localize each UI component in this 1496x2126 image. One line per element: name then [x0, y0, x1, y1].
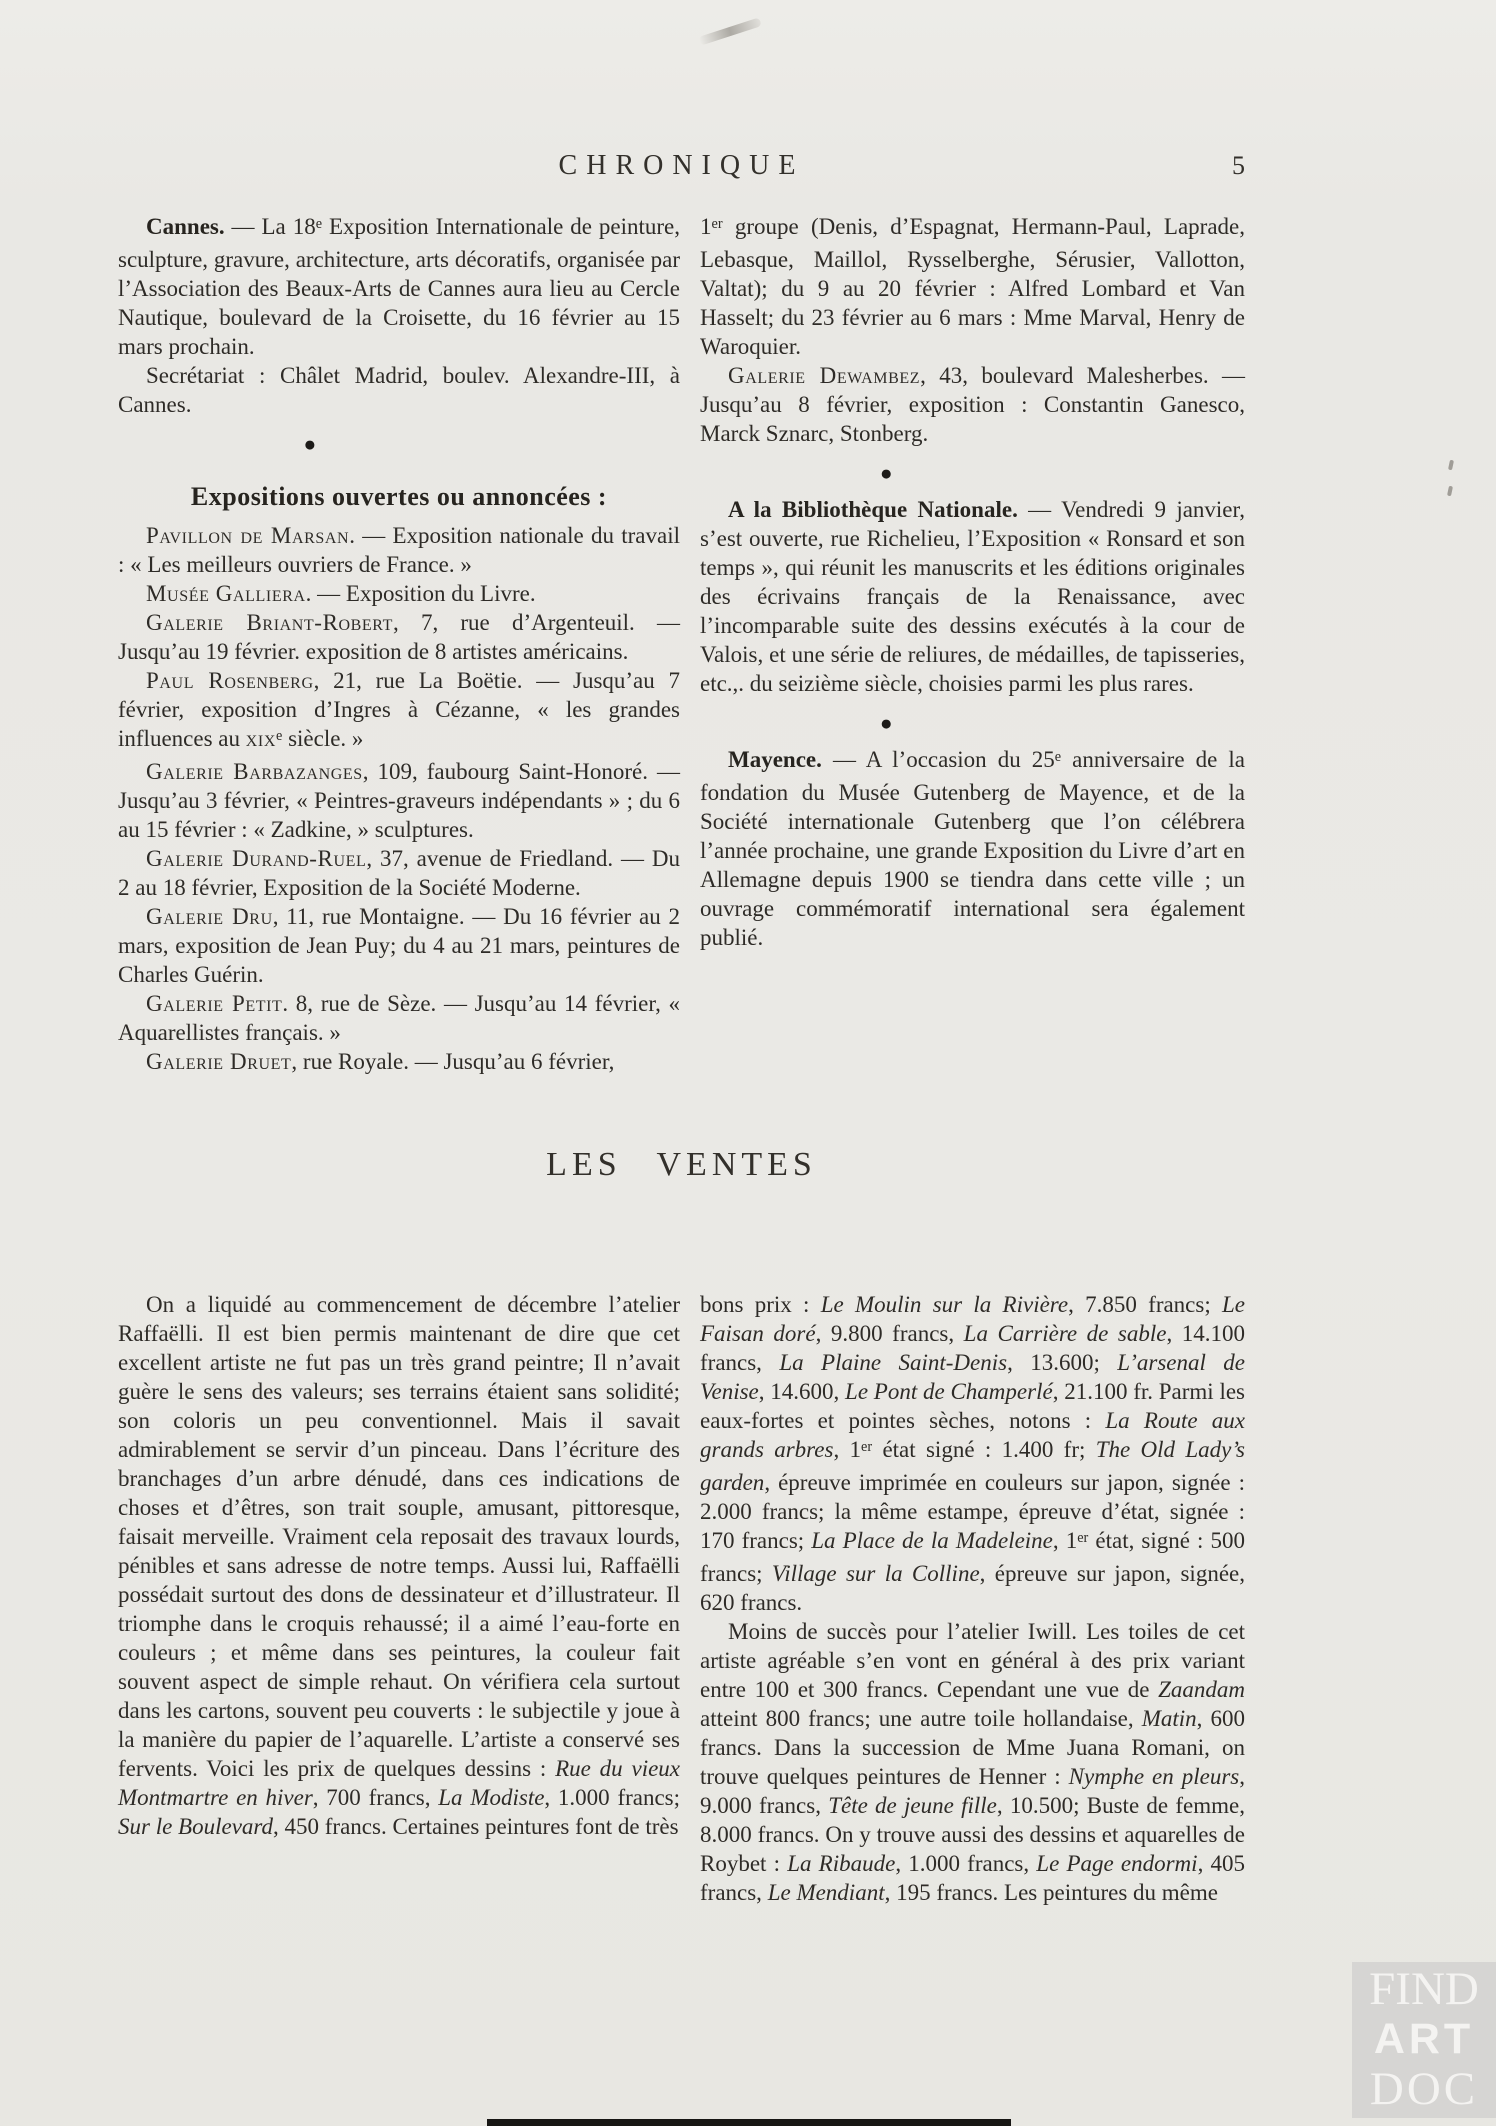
text-run: , 14.600, — [758, 1379, 846, 1404]
text-run: , 13.600; — [1007, 1350, 1118, 1375]
text-run: Pavillon de Marsan — [146, 523, 350, 548]
text-run: , 37, avenue de Friedland. — Du 2 au 18 février, Exposition de la Société Moderne. — [118, 846, 680, 900]
text-run: xix — [245, 726, 276, 751]
paragraph — [118, 1290, 680, 1841]
text-run: , 21.100 fr. Parmi les eaux-fortes et pointes sèches, notons : — [700, 1379, 1246, 1433]
text-run: er — [861, 1438, 873, 1455]
text-run: Secrétariat : Châlet Madrid, boulev. Alexandre-III, à Cannes. — [118, 363, 680, 417]
paragraph — [118, 844, 680, 902]
text-run: état, signé : 500 francs; — [700, 1528, 1246, 1586]
text-run: , 9.800 francs, — [815, 1321, 964, 1346]
text-run: — La 18 — [224, 214, 316, 239]
text-run: Galerie Briant-Robert — [146, 610, 393, 635]
scan-edge-bar — [487, 2119, 1011, 2126]
paragraph — [118, 361, 680, 419]
paragraph — [700, 495, 1245, 698]
text-run: La Route aux grands arbres — [700, 1408, 1245, 1462]
text-run: ● — [303, 432, 317, 456]
text-run: Le Moulin sur la Rivière — [820, 1292, 1069, 1317]
paragraph — [118, 666, 680, 757]
text-run: Moins de succès pour l’atelier Iwill. Les toiles de cet artiste agréable s’en vont en général à des prix variant entre 100 et 300 francs. Cependant une vue de — [700, 1619, 1245, 1702]
ventes-right-column — [700, 1290, 1245, 1907]
text-run: er — [711, 215, 723, 232]
chronique-left-column — [118, 212, 680, 1076]
scan-tick-artifact — [1448, 460, 1454, 471]
section-title-les-ventes: LES VENTES — [546, 1146, 817, 1183]
text-run: , 9.000 francs, — [700, 1764, 1245, 1818]
text-run: état signé : 1.400 fr; — [872, 1437, 1096, 1462]
text-run: er — [1077, 1529, 1089, 1546]
text-run: e — [315, 215, 323, 232]
text-run: La Carrière de sable — [963, 1321, 1167, 1346]
separator-bullet — [700, 448, 1245, 495]
text-run: , 7, rue d’Argenteuil. — Jusqu’au 19 février. exposition de 8 artistes américains. — [118, 610, 681, 664]
text-run: La Ribaude — [787, 1851, 896, 1876]
text-run: Galerie Druet — [146, 1049, 292, 1074]
separator-bullet — [118, 419, 680, 466]
text-run: La Place de la Madeleine — [811, 1528, 1053, 1553]
paragraph — [118, 212, 680, 361]
paragraph — [700, 1290, 1245, 1617]
text-run: Galerie Dewambez — [728, 363, 921, 388]
text-run: Paul Rosenberg — [146, 668, 314, 693]
text-run: Musée Galliera — [146, 581, 306, 606]
text-run: , 1.000 francs, — [895, 1851, 1037, 1876]
text-run: — Vendredi 9 janvier, s’est ouverte, rue Richelieu, l’Exposition « Ronsard et son temps », qui réunit les manuscrits et les éditions originales des écrivains français de la Renaissance, avec l’incomparable suite des dessins exécutés à la cour de Valois, et une série de reliures, de médailles, de tapisseries, etc.,. du seizième siècle, choisies parmi les plus rares. — [700, 497, 1245, 696]
text-run: Village sur la Colline — [771, 1561, 980, 1586]
text-run: Tête de jeune fille — [828, 1793, 997, 1818]
scan-smudge-artifact — [698, 17, 762, 45]
text-run: , 43, boulevard Malesherbes. — Jusqu’au 8 février, exposition : Constantin Ganesco, Marck Sznarc, Stonberg. — [700, 363, 1246, 446]
page-header — [118, 150, 1245, 186]
text-run: , 14.100 francs, — [700, 1321, 1246, 1375]
text-run: La Plaine Saint-Denis — [779, 1350, 1008, 1375]
text-run: Sur le Boulevard — [118, 1814, 274, 1839]
text-run: . — Exposition nationale du travail : « Les meilleurs ouvriers de France. » — [118, 523, 681, 577]
text-run: atteint 800 francs; une autre toile hollandaise, — [700, 1706, 1142, 1731]
text-run: , 405 francs, — [700, 1851, 1245, 1905]
text-run: , 10.500; Buste de femme, 8.000 francs. On y trouve aussi des dessins et aquarelles de Roybet : — [700, 1793, 1245, 1876]
text-run: , 21, rue La Boëtie. — Jusqu’au 7 février, exposition d’Ingres à Cézanne, « les grandes influences au — [118, 668, 681, 751]
text-run: , 700 francs, — [312, 1785, 439, 1810]
text-run: Mayence. — [728, 747, 822, 772]
ventes-left-column — [118, 1290, 680, 1841]
paragraph — [118, 1047, 680, 1076]
text-run: The Old Lady’s garden — [700, 1437, 1246, 1495]
text-run: , 1.000 francs; — [544, 1785, 681, 1810]
text-run: La Modiste — [438, 1785, 545, 1810]
text-run: siècle. » — [282, 726, 364, 751]
paragraph — [700, 212, 1245, 361]
subsection-heading — [118, 466, 680, 521]
text-run: Le Faisan doré — [700, 1292, 1246, 1346]
text-run: ● — [879, 711, 893, 735]
text-run: Cannes. — [146, 214, 225, 239]
separator-bullet — [700, 698, 1245, 745]
text-run: A la Bibliothèque Nationale. — [728, 497, 1018, 522]
text-run: , épreuve sur japon, signée, 620 francs. — [700, 1561, 1245, 1615]
watermark-line-find: FIND — [1369, 1963, 1479, 2015]
page-number: 5 — [1232, 151, 1245, 180]
text-run: , épreuve imprimée en couleurs sur japon, signée : 2.000 francs; la même estampe, épreuve d’état, signée : 170 francs; — [700, 1470, 1245, 1553]
text-run: Exposition Internationale de peinture, sculpture, gravure, architecture, arts décoratifs, organisée par l’Association des Beaux-Arts de Cannes aura lieu au Cercle Nautique, boulevard de la Croisette, du 16 février au 15 mars prochain. — [118, 214, 680, 359]
text-run: Rue du vieux Montmartre en hiver — [118, 1756, 681, 1810]
text-run: 1 — [700, 214, 712, 239]
text-run: Le Pont de Champerlé — [845, 1379, 1053, 1404]
text-run: Nymphe en pleurs — [1068, 1764, 1240, 1789]
watermark-line-art: ART — [1373, 2015, 1475, 2063]
text-run: Galerie Petit — [146, 991, 283, 1016]
text-run: , 11, rue Montaigne. — Du 16 février au 2 mars, exposition de Jean Puy; du 4 au 21 mars, peintures de Charles Guérin. — [118, 904, 681, 987]
text-run: . 8, rue de Sèze. — Jusqu’au 14 février, « Aquarellistes français. » — [118, 991, 680, 1045]
text-run: , rue Royale. — Jusqu’au 6 février, — [291, 1049, 615, 1074]
text-run: , 109, faubourg Saint-Honoré. — Jusqu’au 3 février, « Peintres-graveurs indépendants » ; du 6 au 15 février : « Zadkine, » sculptures. — [118, 759, 680, 842]
watermark-line-doc: DOC — [1369, 2063, 1479, 2115]
paragraph — [118, 608, 680, 666]
text-run: e — [1054, 748, 1062, 765]
paragraph — [700, 745, 1245, 952]
paragraph — [700, 361, 1245, 448]
text-run: On a liquidé au commencement de décembre l’atelier Raffaëlli. Il est bien permis maintenant de dire que cet excellent artiste ne fut pas un très grand peintre; Il n’avait guère le sens des valeurs; ses terrains étaient sans solidité; son coloris un peu conventionnel. Mais il savait admirablement se servir d’un pinceau. Dans l’écriture des branchages d’un arbre dénudé, dans ces indications de choses et d’êtres, son trait souple, amusant, pittoresque, faisait merveille. Vraiment cela reposait des travaux lourds, pénibles et sans adresse de notre temps. Aussi lui, Raffaëlli possédait surtout des dons de dessinateur et d’illustrateur. Il triomphe dans le croquis rehaussé; il a aimé l’eau-forte en couleurs ; et même dans ses peintures, la couleur fait souvent aspect de simple rehaut. On vérifiera cela surtout dans les cartons, souvent peu couverts : le subjectile y joue à la manière du papier de l’aquarelle. L’artiste a conservé ses fervents. Voici les prix de quelques dessins : — [118, 1292, 680, 1781]
text-run: Galerie Barbazanges — [146, 759, 363, 784]
find-art-doc-watermark — [1352, 1962, 1496, 2118]
text-run: Expositions ouvertes ou annoncées : — [190, 482, 608, 511]
text-run: , 195 francs. Les peintures du même — [884, 1880, 1218, 1905]
paragraph — [700, 1617, 1245, 1907]
text-run: anniversaire de la fondation du Musée Gutenberg de Mayence, et de la Société internationale Gutenberg que l’on célébrera l’année prochaine, une grande Exposition du Livre d’art en Allemagne depuis 1900 se tiendra dans cette ville ; un ouvrage commémoratif international sera également publié. — [700, 747, 1245, 950]
paragraph — [118, 521, 680, 579]
text-run: bons prix : — [700, 1292, 821, 1317]
text-run: e — [275, 727, 283, 744]
running-title: CHRONIQUE — [558, 150, 805, 181]
text-run: . — Exposition du Livre. — [305, 581, 536, 606]
text-run: Le Page endormi — [1036, 1851, 1198, 1876]
scan-tick-artifact — [1447, 486, 1453, 497]
text-run: Le Mendiant — [767, 1880, 885, 1905]
text-run: ● — [879, 461, 893, 485]
text-run: , 1 — [1052, 1528, 1078, 1553]
text-run: , 600 francs. Dans la succession de Mme Juana Romani, on trouve quelques peintures de Henner : — [700, 1706, 1246, 1789]
chronique-right-column — [700, 212, 1245, 952]
text-run: , 450 francs. Certaines peintures font de très — [273, 1814, 679, 1839]
paragraph — [118, 757, 680, 844]
text-run: , 7.850 francs; — [1068, 1292, 1223, 1317]
text-run: groupe (Denis, d’Espagnat, Hermann-Paul, Laprade, Lebasque, Maillol, Rysselberghe, Sérusier, Vallotton, Valtat); du 9 au 20 février : Alfred Lombard et Van Hasselt; du 23 février au 6 mars : Mme Marval, Henry de Waroquier. — [700, 214, 1245, 359]
text-run: Matin — [1141, 1706, 1197, 1731]
text-run: , 1 — [833, 1437, 862, 1462]
paragraph — [118, 902, 680, 989]
text-run: Galerie Durand-Ruel — [146, 846, 367, 871]
text-run: — A l’occasion du 25 — [821, 747, 1055, 772]
paragraph — [118, 579, 680, 608]
text-run: Zaandam — [1158, 1677, 1245, 1702]
text-run: L’arsenal de Venise — [700, 1350, 1246, 1404]
text-run: Galerie Dru — [146, 904, 273, 929]
paragraph — [118, 989, 680, 1047]
